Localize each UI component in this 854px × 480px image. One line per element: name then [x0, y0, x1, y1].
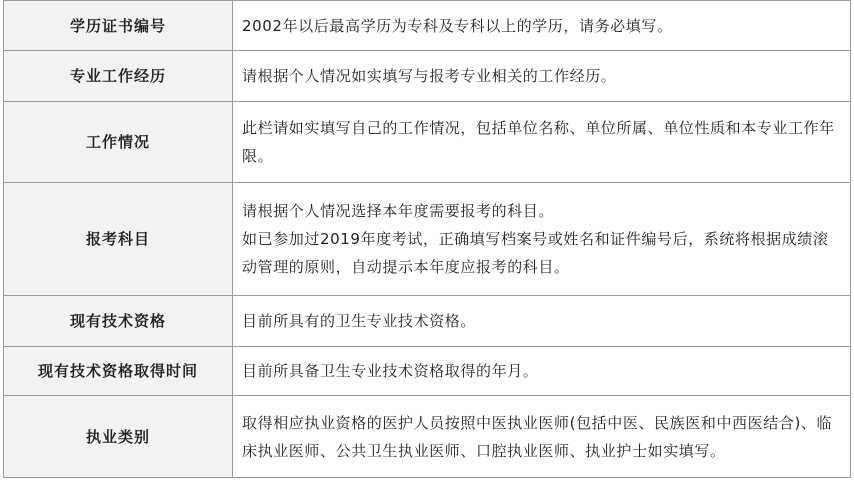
field-description-table — [3, 0, 851, 478]
field-description-cell — [233, 396, 851, 478]
table-row-qualification-date — [4, 347, 851, 396]
field-description-cell — [233, 51, 851, 102]
field-name-cell: 学历证书编号 — [4, 1, 233, 51]
table-row-education-certificate — [4, 1, 851, 51]
field-name-cell: 现有技术资格 — [4, 296, 233, 347]
description-text: 请根据个人情况选择本年度需要报考的科目。 — [242, 202, 555, 220]
description-text: 此栏请如实填写自己的工作情况，包括单位名称、单位所属、单位性质和本专业工作年限。 — [242, 119, 835, 165]
description-text: 如已参加过2019年度考试，正确填写档案号或姓名和证件编号后，系统将根据成绩滚动管理的原则，自动提示本年度应报考的科目。 — [242, 230, 829, 276]
field-name-cell: 现有技术资格取得时间 — [4, 347, 233, 396]
table-row-current-qualification — [4, 296, 851, 347]
description-text: 目前所具有的卫生专业技术资格。 — [242, 312, 477, 330]
field-name-cell: 执业类别 — [4, 396, 233, 478]
table-row-work-experience — [4, 51, 851, 102]
description-text: 取得相应执业资格的医护人员按照中医执业医师(包括中医、民族医和中西医结合)、临床执业医师、公共卫生执业医师、口腔执业医师、执业护士如实填写。 — [242, 413, 833, 460]
table-row-work-status — [4, 102, 851, 183]
description-text: 请根据个人情况如实填写与报考专业相关的工作经历。 — [242, 67, 617, 85]
field-name-cell: 工作情况 — [4, 102, 233, 183]
field-description-cell — [233, 183, 851, 296]
field-description-cell — [233, 102, 851, 183]
description-text: 目前所具备卫生专业技术资格取得的年月。 — [242, 362, 539, 380]
table-row-exam-subjects — [4, 183, 851, 296]
field-description-cell — [233, 296, 851, 347]
description-text: 2002年以后最高学历为专科及专科以上的学历，请务必填写。 — [242, 16, 673, 35]
field-description-cell — [233, 347, 851, 396]
field-name-cell: 报考科目 — [4, 183, 233, 296]
table-row-practice-category — [4, 396, 851, 478]
field-name-cell: 专业工作经历 — [4, 51, 233, 102]
field-description-cell — [233, 1, 851, 51]
